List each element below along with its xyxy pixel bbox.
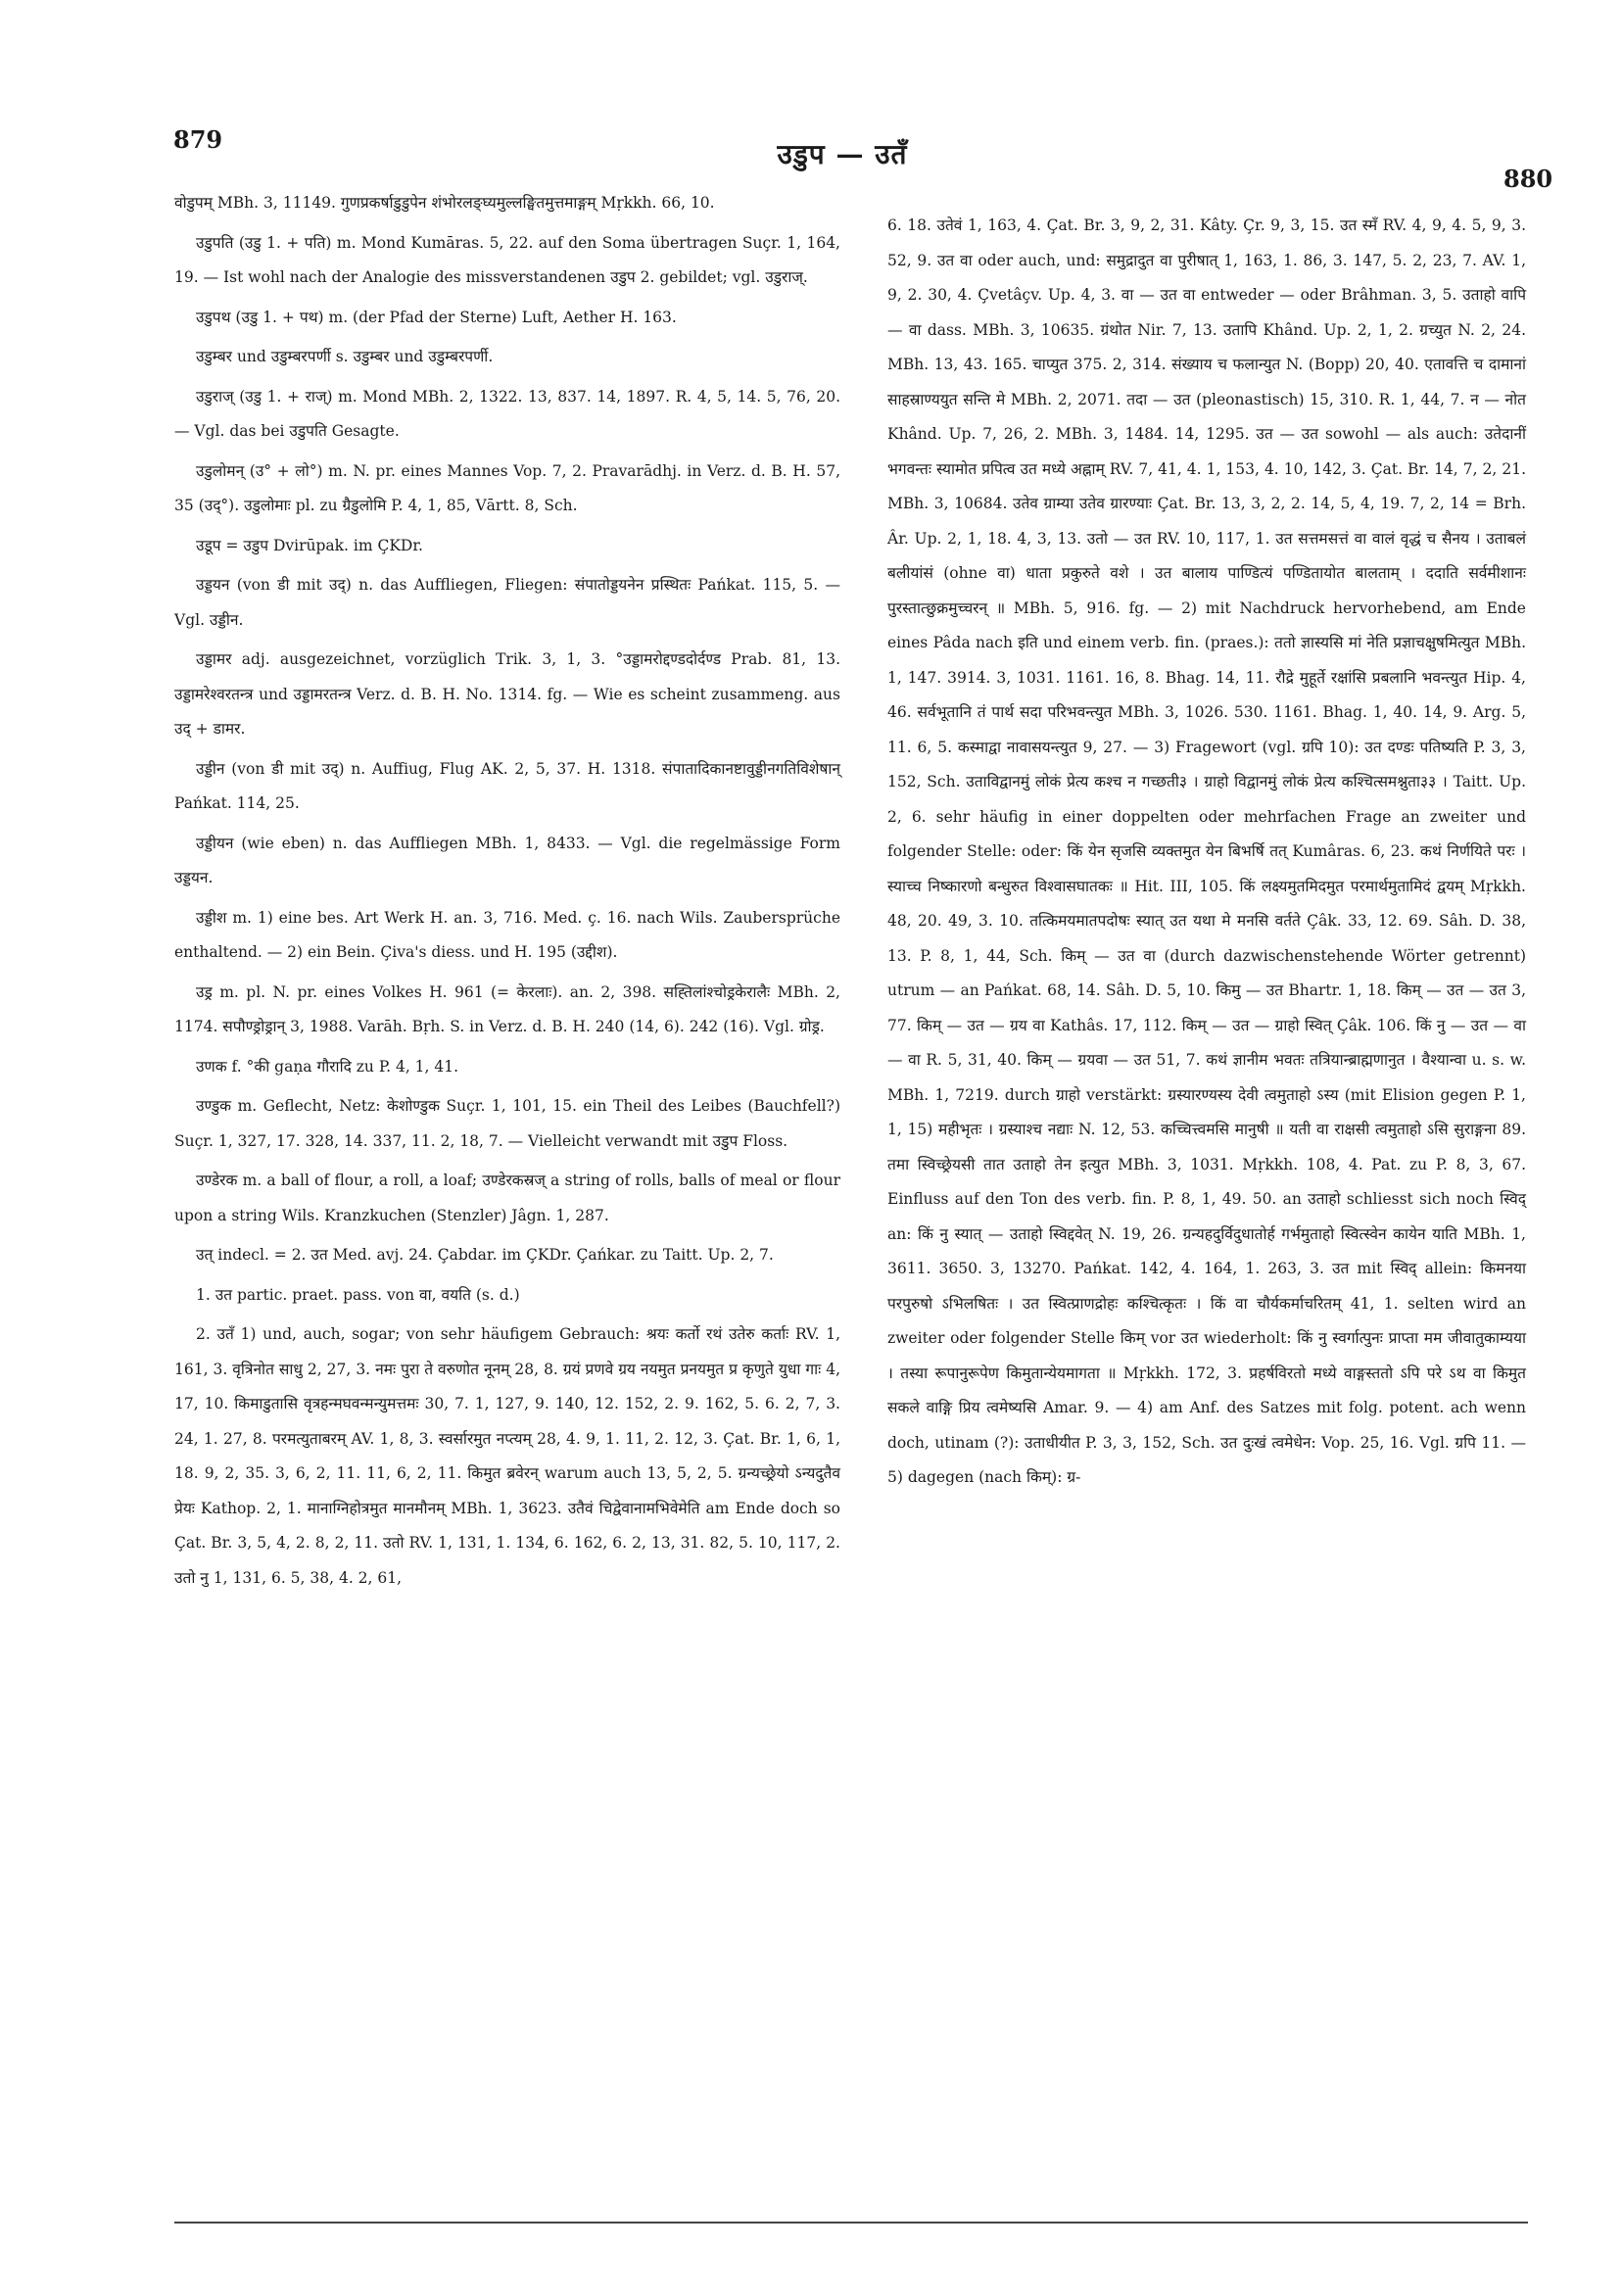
- entry-continuation: वोडुपम् MBh. 3, 11149. गुणप्रकर्षाडुडुपेन शंभोरलङ्घ्यमुल्लङ्घितमुत्तमाङ्गम् Mṛkkh. 66, 10.: [174, 194, 715, 212]
- page-number-left: 879: [173, 125, 223, 154]
- entry-uduraj: उडुराज् (उडु 1. + राज्) m. Mond MBh. 2, 1322. 13, 837. 14, 1897. R. 4, 5, 14. 5, 76, 20. — Vgl. das bei उडुपति Gesagte.: [174, 387, 840, 440]
- right-column: [887, 209, 1526, 1501]
- running-head: उडुप — उतँ: [777, 138, 908, 170]
- entry-uta-continued: 6. 18. उतेवं 1, 163, 4. Çat. Br. 3, 9, 2, 31. Kâty. Çr. 9, 3, 15. उत स्मँ RV. 4, 9, 4. 5, 9, 3. 52, 9. उत वा oder auch, und: समुद्रादुत वा पुरीषात् 1, 163, 1. 86, 3. 147, 5. 2, 23, 7. AV. 1, 9, 2. 30, 4. Çvetâçv. Up. 4, 3. वा — उत वा entweder — oder Brâhman. 3, 5. उताहो वापि — वा dass. MBh. 3, 10635. ग्रंथोत Nir. 7, 13. उतापि Khând. Up. 2, 1, 2. ग्रच्युत N. 2, 24. MBh. 13, 43. 165. चाप्युत 375. 2, 314. संख्याय च फलान्युत N. (Bopp) 20, 40. एतावत्ति च दामानां साहस्राण्ययुत सन्ति मे MBh. 2, 2071. तदा — उत (pleonastisch) 15, 310. R. 1, 44, 7. न — नोत Khând. Up. 7, 26, 2. MBh. 3, 1484. 14, 1295. उत — उत sowohl — als auch: उतेदानीं भगवन्तः स्यामोत प्रपित्व उत मध्ये अह्नाम् RV. 7, 41, 4. 1, 153, 4. 10, 142, 3. Çat. Br. 14, 7, 2, 21. MBh. 3, 10684. उतेव ग्राम्या उतेव ग्रारण्याः Çat. Br. 13, 3, 2, 2. 14, 5, 4, 19. 7, 2, 14 = Brh. Âr. Up. 2, 1, 18. 4, 3, 13. उतो — उत RV. 10, 117, 1. उत सत्तमसत्तं वा वालं वृद्धं च सैनय । उताबलं बलीयांसं (ohne वा) धाता प्रकुरुते वशे । उत बालाय पाण्डित्यं पण्डितायोत बालताम् । ददाति सर्वमीशानः पुरस्तात्छुक्रमुच्चरन् ॥ MBh. 5, 916. fg. — 2) mit Nachdruck hervorhebend, am Ende eines Pâda nach इति und einem verb. fin. (praes.): ततो ज्ञास्यसि मां नेति प्रज्ञाचक्षुषमित्युत MBh. 1, 147. 3914. 3, 1031. 1161. 16, 8. Bhag. 14, 11. रौद्रे मुहूर्ते रक्षांसि प्रबलानि भवन्त्युत Hip. 4, 46. सर्वभूतानि तं पार्थ सदा परिभवन्त्युत MBh. 3, 1026. 530. 1161. Bhag. 1, 40. 14, 9. Arg. 5, 11. 6, 5. कस्माद्वा नावासयन्त्युत 9, 27. — 3) Fragewort (vgl. ग्रपि 10): उत दण्डः पतिष्यति P. 3, 3, 152, Sch. उताविद्वानमुं लोकं प्रेत्य कश्च न गच्छती३ । ग्राहो विद्वानमुं लोकं प्रेत्य कश्चित्समश्नुता३३ । Taitt. Up. 2, 6. sehr häufig in einer doppelten oder mehrfachen Frage an zweiter und folgender Stelle: oder: किं येन सृजसि व्यक्तमुत येन बिभर्षि तत् Kumâras. 6, 23. कथं निर्णयिते परः । स्याच्च निष्कारणो बन्धुरुत विश्वासघातकः ॥ Hit. III, 105. किं लक्ष्यमुतमिदमुत परमार्थमुतामिदं द्वयम् Mṛkkh. 48, 20. 49, 3. 10. तत्किमयमातपदोषः स्यात् उत यथा मे मनसि वर्तते Çâk. 33, 12. 69. Sâh. D. 38, 13. P. 8, 1, 44, Sch. किम् — उत वा (durch dazwischenstehende Wörter getrennt) utrum — an Pańkat. 68, 14. Sâh. D. 5, 10. किमु — उत Bhartr. 1, 18. किम् — उत — उत 3, 77. किम् — उत — ग्रय वा Kathâs. 17, 112. किम् — उत — ग्राहो स्वित् Çâk. 106. किं नु — उत — वा — वा R. 5, 31, 40. किम् — ग्रयवा — उत 51, 7. कथं ज्ञानीम भवतः तत्रियान्ब्राह्मणानुत । वैश्यान्वा u. s. w. MBh. 1, 7219. durch ग्राहो verstärkt: ग्रस्यारण्यस्य देवी त्वमुताहो ऽस्य (mit Elision gegen P. 1, 1, 15) महीभृतः । ग्रस्याश्च नद्याः N. 12, 53. कच्चित्त्वमसि मानुषी ॥ यती वा राक्षसी त्वमुताहो ऽसि सुराङ्गना 89. तमा स्विच्छ्रेयसी तात उताहो तेन इत्युत MBh. 3, 1031. Mṛkkh. 108, 4. Pat. zu P. 8, 3, 67. Einfluss auf den Ton des verb. fin. P. 8, 1, 49. 50. an उताहो schliesst sich noch स्विद् an: किं नु स्यात् — उताहो स्विद्दवेत् N. 19, 26. ग्रन्यहदुर्विदुधातोर्ह गर्भमुताहो स्वित्स्वेन कायेन याति MBh. 1, 3611. 3650. 3, 13270. Pańkat. 142, 4. 164, 1. 263, 3. उत mit स्विद् allein: किमनया परपुरुषो ऽभिलषितः । उत स्वित्प्राणद्रोहः कश्चित्कृतः । किं वा चौर्यकर्माचरितम् 41, 1. selten wird an zweiter oder folgender Stelle किम् vor उत wiederholt: किं नु स्वर्गात्पुनः प्राप्ता मम जीवातुकाम्यया । तस्या रूपानुरूपेण किमुतान्येयमागता ॥ Mṛkkh. 172, 3. प्रहर्षविरतो मध्ये वाङ्गस्ततो ऽपि परे ऽथ वा किमुत सकले वाङ्गि प्रिय त्वमेष्यसि Amar. 9. — 4) am Anf. des Satzes mit folg. potent. ach wenn doch, utinam (?): उताधीयीत P. 3, 3, 152, Sch. उत दुःखं त्वमेधेन: Vop. 25, 16. Vgl. ग्रपि 11. — 5) dagegen (nach किम्): ग्र-: [887, 216, 1526, 1486]
- entry-udra: उड्र m. pl. N. pr. eines Volkes H. 961 (= केरलाः). an. 2, 398. सह्तिलांश्चोड्रकेरालैः MBh. 2, 1174. सपौण्ड्रोड्रान् 3, 1988. Varāh. Bṛh. S. in Verz. d. B. H. 240 (14, 6). 242 (16). Vgl. ग्रोड्र.: [174, 982, 840, 1035]
- entry-uddiyana: उड्डीयन (wie eben) n. das Auffliegen MBh. 1, 8433. — Vgl. die regelmässige Form उड्डयन.: [174, 834, 840, 886]
- left-column: [174, 186, 840, 1601]
- entry-udulomann: उडुलोमन् (उ° + लो°) m. N. pr. eines Mannes Vop. 7, 2. Pravarādhj. in Verz. d. B. H. 57, 35 (उद्°). उडुलोमाः pl. zu ग्रैडुलोमि P. 4, 1, 85, Vārtt. 8, Sch.: [174, 461, 840, 514]
- entry-uddamara: उड्डामर adj. ausgezeichnet, vorzüglich Trik. 3, 1, 3. °उड्डामरोद्दण्डदोर्दण्ड Prab. 81, 13. उड्डामरेश्वरतन्त्र und उड्डामरतन्त्र Verz. d. B. H. No. 1314. fg. — Wie es scheint zusammeng. aus उद् + डामर.: [174, 650, 840, 738]
- entry-uddina: उड्डीन (von डी mit उद्) n. Auffiug, Flug AK. 2, 5, 37. H. 1318. संपातादिकानष्टावुड्डीनगतिविशेषान् Pańkat. 114, 25.: [174, 759, 840, 812]
- entry-udupuka: उण्डुक m. Geflecht, Netz: केशोण्डुक Suçr. 1, 101, 15. ein Theil des Leibes (Bauchfell?) Suçr. 1, 327, 17. 328, 14. 337, 11. 2, 18, 7. — Vielleicht verwandt mit उडुप Floss.: [174, 1097, 840, 1150]
- bottom-rule: [174, 2222, 1528, 2224]
- entry-udupa: उडूप = उडुप Dvirūpak. im ÇKDr.: [196, 536, 423, 554]
- entry-uderaka: उण्डेरक m. a ball of flour, a roll, a loaf; उण्डेरकस्रज् a string of rolls, balls of meal or flour upon a string Wils. Kranzkuchen (Stenzler) Jâgn. 1, 287.: [174, 1172, 840, 1224]
- page-number-right: 880: [1503, 165, 1553, 193]
- entry-ut-indecl: उत् indecl. = 2. उत Med. avj. 24. Çabdar. im ÇKDr. Çańkar. zu Taitt. Up. 2, 7.: [196, 1246, 774, 1264]
- entry-unaka: उणक f. °की gaṇa गौरादि zu P. 4, 1, 41.: [196, 1057, 459, 1076]
- entry-udumbara: उडुम्बर und उडुम्बरपर्णी s. उडुम्बर und उडुम्बरपर्णी.: [196, 348, 494, 365]
- entry-uta-1: 1. उत partic. praet. pass. von वा, वयति (s. d.): [196, 1285, 520, 1304]
- entry-uddayana: उड्डयन (von डी mit उद्) n. das Auffliegen, Fliegen: संपातोड्डयनेन प्रस्थितः Pańkat. 115, 5. — Vgl. उड्डीन.: [174, 576, 840, 629]
- entry-udupati: उडुपति (उडु 1. + पति) m. Mond Kumāras. 5, 22. auf den Soma übertragen Suçr. 1, 164, 19. — Ist wohl nach der Analogie des missverstandenen उडुप 2. gebildet; vgl. उडुराज्.: [174, 233, 840, 286]
- entry-uddisha: उड्डीश m. 1) eine bes. Art Werk H. an. 3, 716. Med. ç. 16. nach Wils. Zaubersprüche enthaltend. — 2) ein Bein. Çiva's diess. und H. 195 (उद्दीश).: [174, 908, 840, 961]
- entry-udupatha: उडुपथ (उडु 1. + पथ) m. (der Pfad der Sterne) Luft, Aether H. 163.: [196, 308, 677, 326]
- entry-uta-2: 2. उतँ 1) und, auch, sogar; von sehr häufigem Gebrauch: श्रयः कर्तो रथं उतेरु कर्ताः RV. 1, 161, 3. वृत्रिनोत साधु 2, 27, 3. नमः पुरा ते वरुणोत नूनम् 28, 8. ग्रयं प्रणवे ग्रय नयमुत प्रनयमुत प्र कृणुते युधा गाः 4, 17, 10. किमाडुतासि वृत्रहन्मघवन्मन्युमत्तमः 30, 7. 1, 127, 9. 140, 12. 152, 2. 9. 162, 5. 6. 2, 7, 3. 24, 1. 27, 8. परमत्युताबरम् AV. 1, 8, 3. स्वर्सारमुत नप्त्यम् 28, 4. 9, 1. 11, 2. 12, 3. Çat. Br. 1, 6, 1, 18. 9, 2, 35. 3, 6, 2, 11. 11, 6, 2, 11. किमुत ब्रवेरन् warum auch 13, 5, 2, 5. ग्रन्यच्छ्रेयो ऽन्यदुतैव प्रेयः Kathop. 2, 1. मानाग्निहोत्रमुत मानमौनम् MBh. 1, 3623. उतैवं चिद्वेवानामभिवेमेति am Ende doch so Çat. Br. 3, 5, 4, 2. 8, 2, 11. उतो RV. 1, 131, 1. 134, 6. 162, 6. 2, 13, 31. 82, 5. 10, 117, 2. उतो नु 1, 131, 6. 5, 38, 4. 2, 61,: [174, 1325, 840, 1587]
